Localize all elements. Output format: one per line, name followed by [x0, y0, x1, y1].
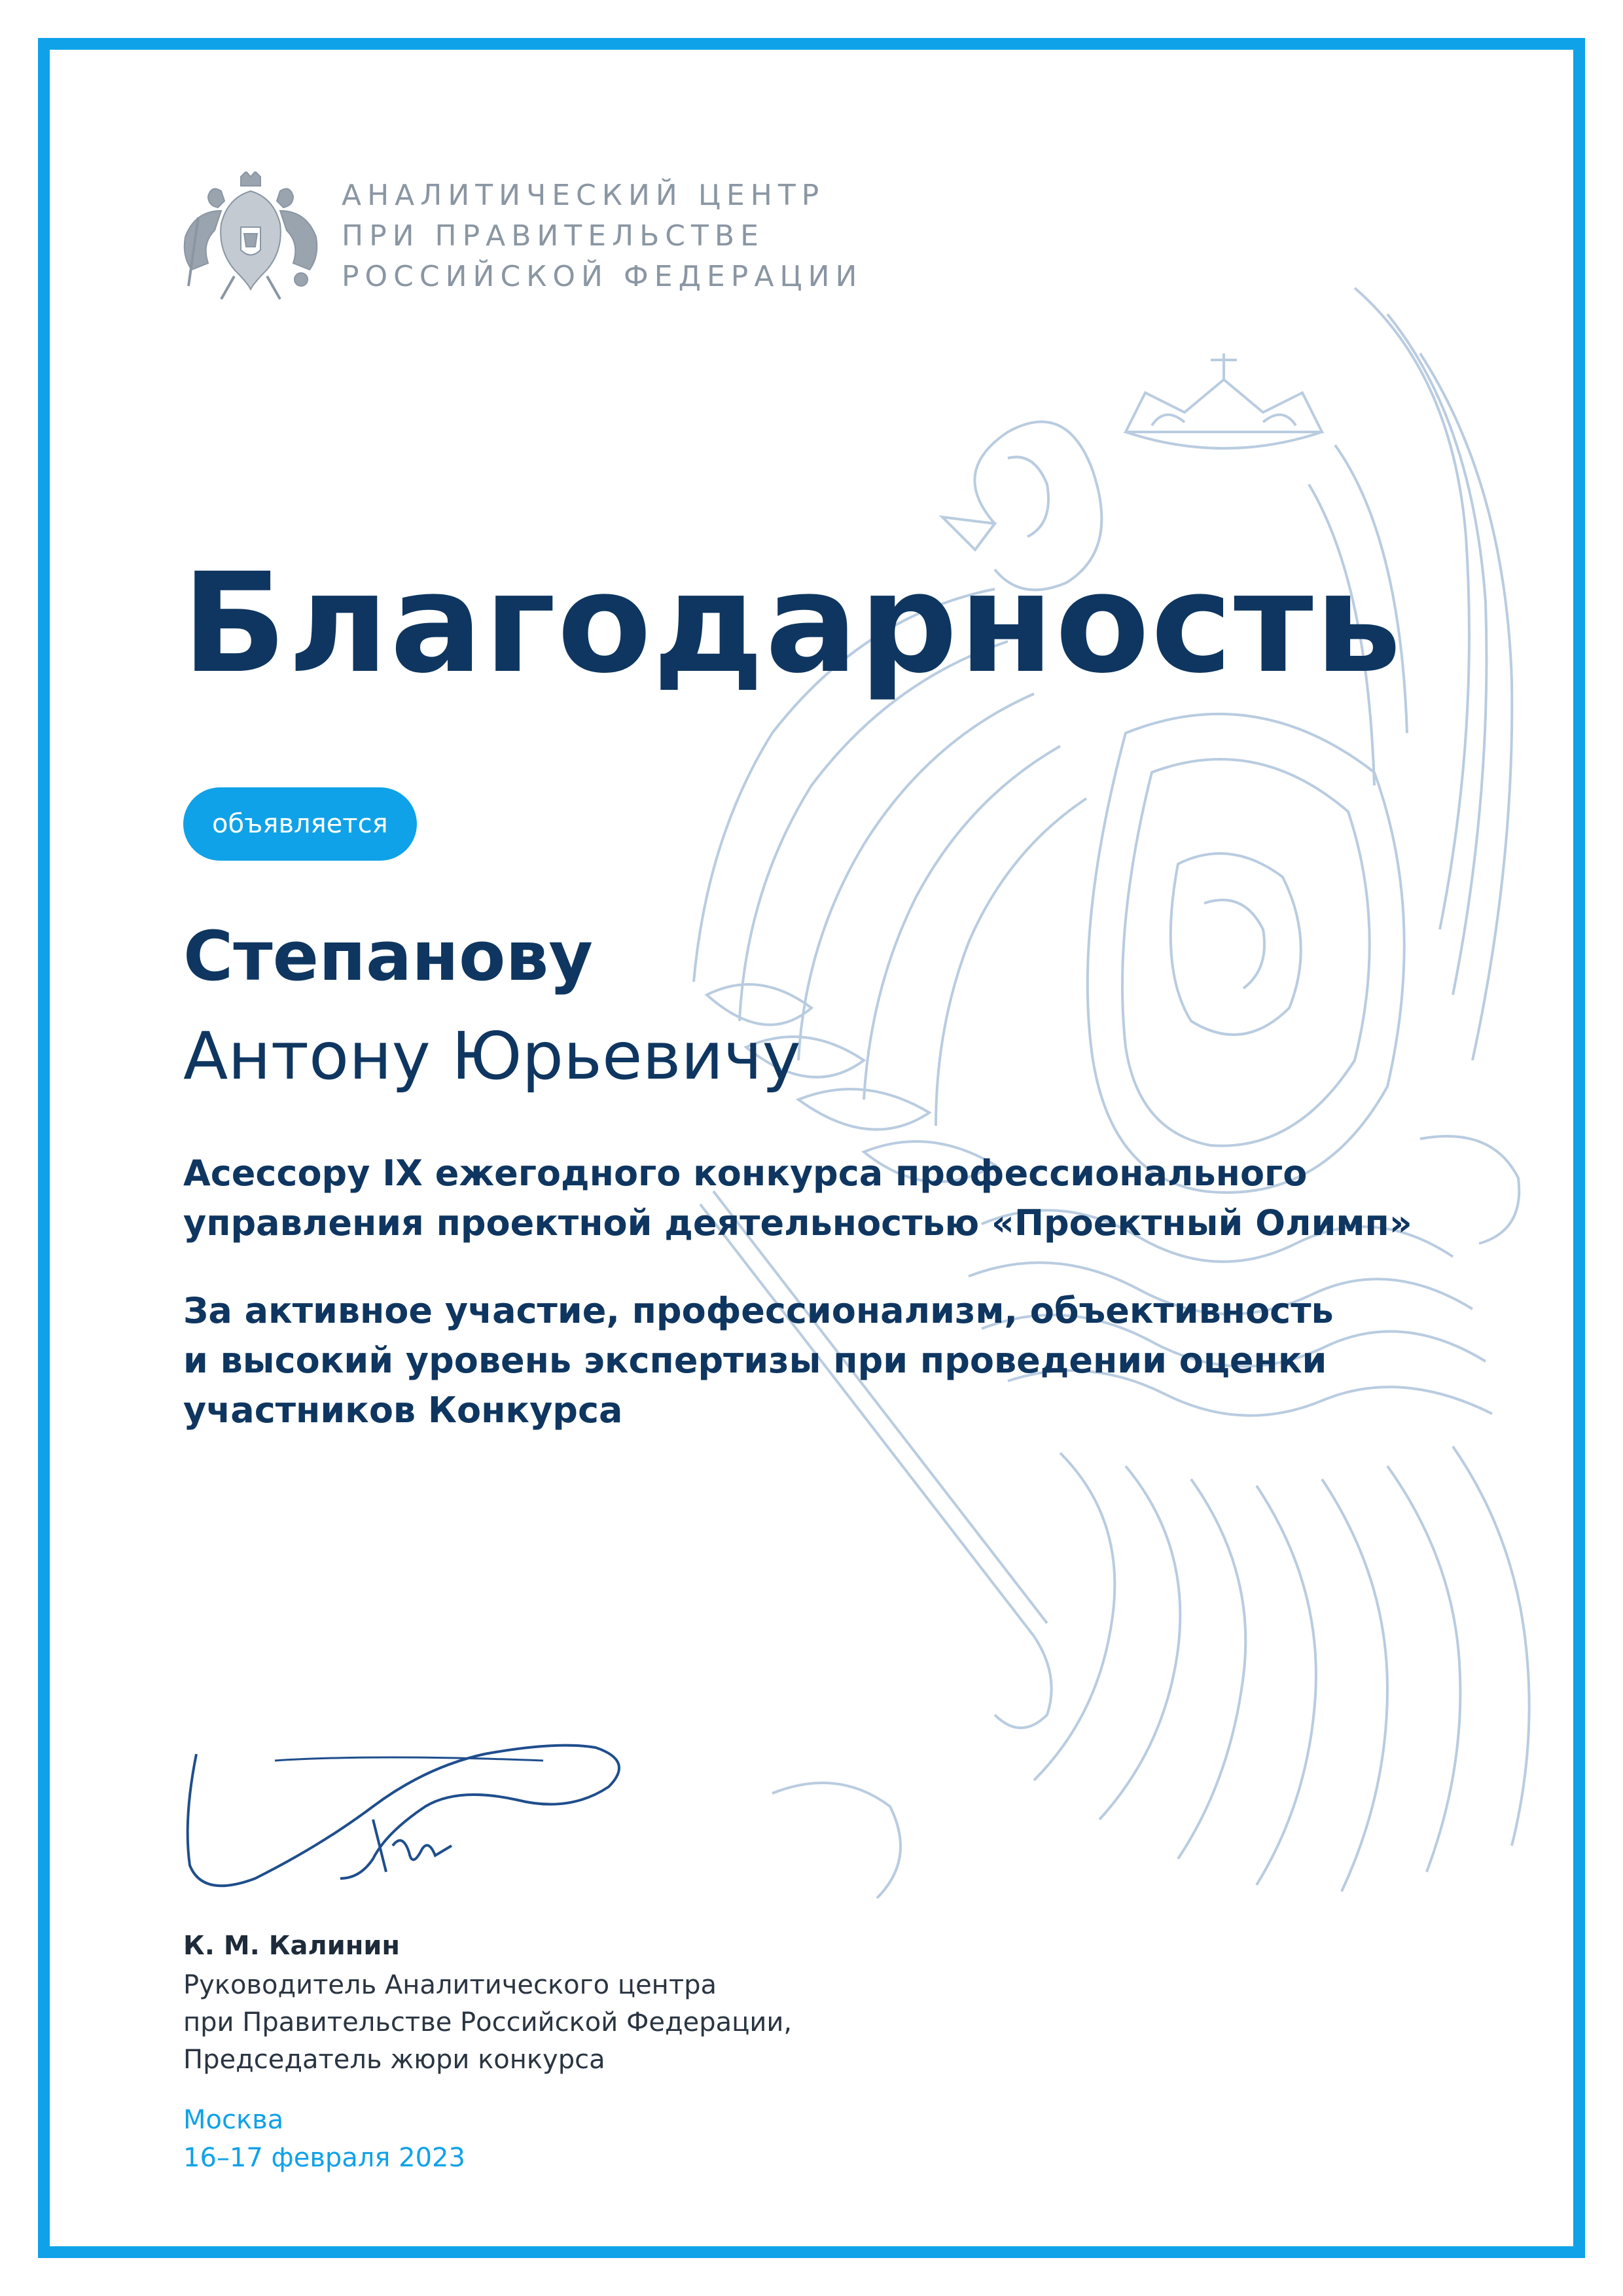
signatory-position-line: при Правительстве Российской Федерации, [183, 2007, 793, 2037]
award-reason-line: За активное участие, профессионализм, объективность [183, 1290, 1334, 1331]
signatory-position-line: Председатель жюри конкурса [183, 2045, 605, 2075]
document-title: Благодарность [182, 543, 1403, 704]
recipient-given-name: Антону Юрьевичу [183, 1018, 801, 1094]
coat-of-arms-icon [182, 171, 319, 309]
eagle-watermark-icon [668, 275, 1558, 1924]
organization-name-line: ПРИ ПРАВИТЕЛЬСТВЕ [342, 219, 764, 253]
organization-name-line: РОССИЙСКОЙ ФЕДЕРАЦИИ [342, 260, 863, 293]
signatory-position [183, 1967, 792, 2079]
issue-city: Москва [183, 2105, 284, 2135]
recipient-role [183, 1149, 1412, 1248]
organization-name [342, 175, 863, 297]
award-reason-line: участников Конкурса [183, 1390, 623, 1431]
recipient-role-line: управления проектной деятельностью «Проектный Олимп» [183, 1202, 1412, 1244]
organization-name-line: АНАЛИТИЧЕСКИЙ ЦЕНТР [342, 179, 825, 212]
handwritten-signature [177, 1715, 674, 1905]
recipient-role-line: Асессору IX ежегодного конкурса профессионального [183, 1153, 1308, 1194]
issue-date: 16–17 февраля 2023 [183, 2143, 465, 2173]
recipient-surname: Степанову [183, 916, 594, 996]
announcement-badge: объявляется [183, 787, 417, 861]
signatory-name: К. М. Калинин [183, 1931, 401, 1961]
award-reason [183, 1286, 1334, 1435]
issue-place-date [183, 2101, 465, 2177]
award-reason-line: и высокий уровень экспертизы при проведении оценки [183, 1340, 1327, 1381]
signatory-position-line: Руководитель Аналитического центра [183, 1970, 717, 2000]
